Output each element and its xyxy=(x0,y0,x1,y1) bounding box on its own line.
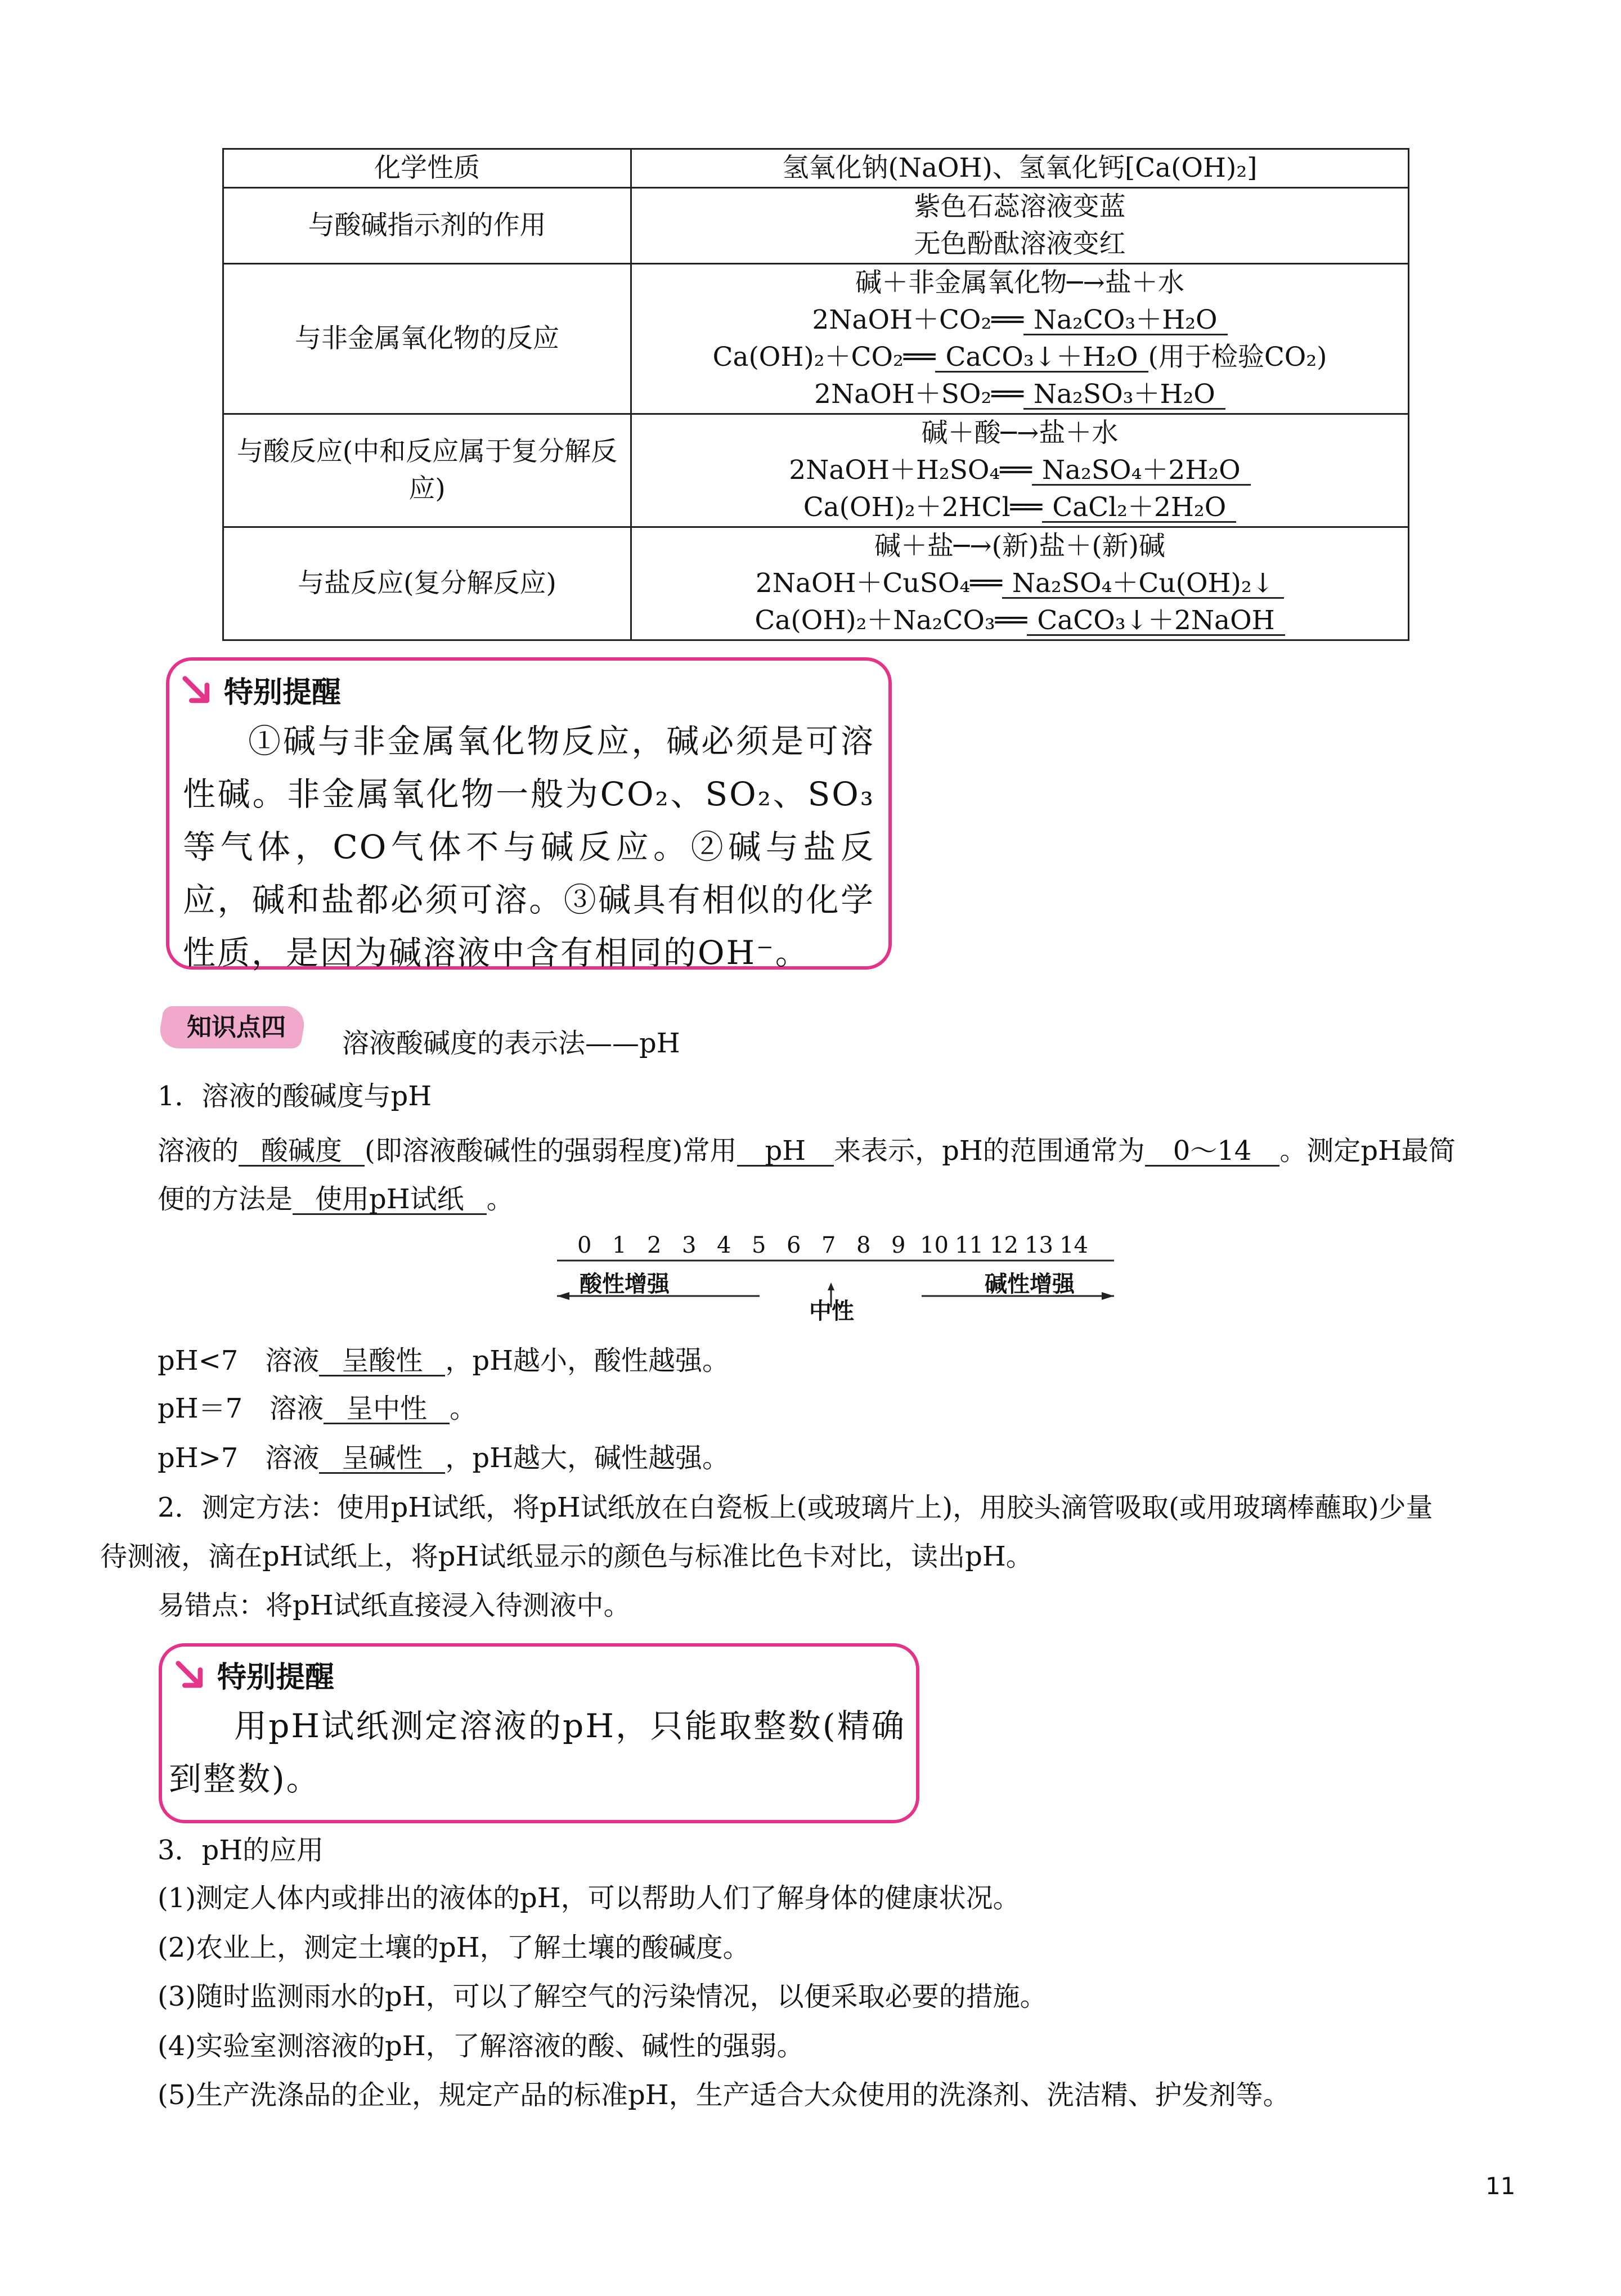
arrow-down-right-icon xyxy=(180,674,213,706)
paragraph-line xyxy=(158,1132,1456,1169)
answer-blank: CaCO₃↓＋H₂O xyxy=(935,343,1148,373)
ph-tick-label: 13 xyxy=(1025,1232,1053,1258)
text-run: 便的方法是 xyxy=(158,1183,293,1215)
ph-tick-label: 1 xyxy=(612,1232,627,1258)
text-run: (即溶液酸碱性的强弱程度)常用 xyxy=(365,1135,737,1167)
row-line: 紫色石蕊溶液变蓝 xyxy=(914,191,1126,222)
table-header-substances: 氢氧化钠(NaOH)、氢氧化钙[Ca(OH)₂] xyxy=(631,149,1409,188)
list-item: (1)测定人体内或排出的液体的pH，可以帮助人们了解身体的健康状况。 xyxy=(158,1882,1020,1914)
arrow-down-right-icon xyxy=(173,1658,206,1691)
text-run: 溶液的 xyxy=(158,1135,239,1167)
table-row xyxy=(223,264,1409,414)
row-property: 与盐反应(复分解反应) xyxy=(223,527,631,640)
row-property: 与酸反应(中和反应属于复分解反应) xyxy=(223,414,631,527)
answer-blank: 酸碱度 xyxy=(239,1137,365,1167)
list-item: (5)生产洗涤品的企业，规定产品的标准pH，生产适合大众使用的洗涤剂、洗洁精、护发剂等。 xyxy=(158,2079,1290,2111)
text-run: 。 xyxy=(486,1183,514,1215)
section-title: 溶液酸碱度的表示法——pH xyxy=(342,1028,680,1059)
base-label: 碱性增强 xyxy=(985,1271,1075,1297)
paragraph-line: 待测液，滴在pH试纸上，将pH试纸显示的颜色与标准比色卡对比，读出pH。 xyxy=(100,1541,1033,1572)
row-property: 与酸碱指示剂的作用 xyxy=(223,188,631,264)
answer-blank: Na₂SO₃＋H₂O xyxy=(1023,380,1225,410)
row-content xyxy=(631,527,1409,640)
row-content xyxy=(631,414,1409,527)
page-number: 11 xyxy=(1485,2172,1516,2200)
acid-label: 酸性增强 xyxy=(580,1271,670,1297)
ph-tick-label: 3 xyxy=(682,1232,697,1258)
paragraph-line: 易错点：将pH试纸直接浸入待测液中。 xyxy=(158,1590,631,1621)
answer-blank: Na₂SO₄＋Cu(OH)₂↓ xyxy=(1002,569,1284,599)
equation-note: (用于检验CO₂) xyxy=(1148,342,1327,373)
ph-tick-label: 6 xyxy=(787,1232,801,1258)
text-run: pH<7 溶液 xyxy=(158,1345,320,1376)
text-run: ，pH越小，酸性越强。 xyxy=(445,1345,729,1376)
answer-blank: pH xyxy=(737,1137,834,1167)
ph-tick-label: 2 xyxy=(647,1232,662,1258)
table-header-row xyxy=(223,149,1409,188)
tip-text: ①碱与非金属氧化物反应，碱必须是可溶性碱。非金属氧化物一般为CO₂、SO₂、SO₃等气体，CO气体不与碱反应。②碱与盐反应，碱和盐都必须可溶。③碱具有相似的化学性质，是因为碱溶液中含有相同的OH⁻。 xyxy=(183,722,875,972)
general-equation: 碱＋酸─→盐＋水 xyxy=(921,418,1119,449)
ph-line xyxy=(158,1390,477,1427)
answer-blank: 呈中性 xyxy=(324,1394,450,1424)
chem-properties-table xyxy=(222,148,1409,641)
list-item: (2)农业上，测定土壤的pH，了解土壤的酸碱度。 xyxy=(158,1932,750,1963)
row-content xyxy=(631,264,1409,414)
list-item: (4)实验室测溶液的pH，了解溶液的酸、碱性的强弱。 xyxy=(158,2030,804,2062)
paragraph-line: 2．测定方法：使用pH试纸，将pH试纸放在白瓷板上(或玻璃片上)，用胶头滴管吸取(或用玻璃棒蘸取)少量 xyxy=(158,1492,1433,1523)
equation-lhs: 2NaOH＋CuSO₄══ xyxy=(755,568,1002,599)
answer-blank: 使用pH试纸 xyxy=(293,1185,487,1215)
table-row xyxy=(223,188,1409,264)
answer-blank: CaCl₂＋2H₂O xyxy=(1042,494,1236,523)
tip-text: 用pH试纸测定溶液的pH，只能取整数(精确到整数)。 xyxy=(169,1707,906,1798)
tip-header xyxy=(180,669,341,711)
ph-line xyxy=(158,1342,729,1379)
ph-tick-label: 5 xyxy=(752,1232,766,1258)
equation-lhs: 2NaOH＋H₂SO₄══ xyxy=(789,455,1032,486)
tip-title: 特别提醒 xyxy=(217,1661,335,1694)
ph-line xyxy=(158,1440,729,1477)
answer-blank: CaCO₃↓＋2NaOH xyxy=(1027,607,1285,636)
ph-tick-label: 7 xyxy=(821,1232,836,1258)
answer-blank: Na₂CO₃＋H₂O xyxy=(1023,306,1228,335)
ph-tick-label: 8 xyxy=(856,1232,871,1258)
tip-title: 特别提醒 xyxy=(224,676,342,710)
table-header-property: 化学性质 xyxy=(223,149,631,188)
ph-tick-label: 0 xyxy=(577,1232,592,1258)
text-run: pH>7 溶液 xyxy=(158,1442,320,1474)
text-run: ，pH越大，碱性越强。 xyxy=(445,1442,729,1474)
neutral-label: 中性 xyxy=(809,1298,854,1324)
ph-tick-label: 12 xyxy=(990,1232,1018,1258)
text-run: 。测定pH最简 xyxy=(1279,1135,1456,1167)
paragraph-line xyxy=(158,1181,514,1218)
equation-lhs: Ca(OH)₂＋2HCl══ xyxy=(803,492,1043,523)
table-row xyxy=(223,527,1409,640)
section-badge: 知识点四 xyxy=(187,1013,286,1042)
ph-tick-label: 9 xyxy=(891,1232,906,1258)
equation-lhs: Ca(OH)₂＋Na₂CO₃══ xyxy=(755,605,1027,636)
answer-blank: 呈碱性 xyxy=(319,1444,445,1474)
text-run: 。 xyxy=(450,1393,477,1424)
text-run: 来表示，pH的范围通常为 xyxy=(834,1135,1145,1167)
tip-header xyxy=(173,1653,334,1696)
ph-tick-label: 4 xyxy=(717,1232,731,1258)
general-equation: 碱＋盐─→(新)盐＋(新)碱 xyxy=(874,531,1166,562)
ph-tick-label: 10 xyxy=(920,1232,949,1258)
ph-tick-label: 14 xyxy=(1059,1232,1088,1258)
answer-blank: 0～14 xyxy=(1145,1137,1280,1167)
table-row xyxy=(223,414,1409,527)
answer-blank: 呈酸性 xyxy=(319,1347,445,1376)
item-heading: 3．pH的应用 xyxy=(158,1835,324,1866)
item-heading: 1．溶液的酸碱度与pH xyxy=(158,1080,432,1112)
equation-lhs: 2NaOH＋SO₂══ xyxy=(814,379,1023,410)
general-equation: 碱＋非金属氧化物─→盐＋水 xyxy=(855,267,1184,298)
row-content xyxy=(631,188,1409,264)
answer-blank: Na₂SO₄＋2H₂O xyxy=(1032,456,1251,486)
row-property: 与非金属氧化物的反应 xyxy=(223,264,631,414)
list-item: (3)随时监测雨水的pH，可以了解空气的污染情况，以便采取必要的措施。 xyxy=(158,1981,1047,2012)
equation-lhs: Ca(OH)₂＋CO₂══ xyxy=(712,342,936,373)
text-run: pH＝7 溶液 xyxy=(158,1393,324,1424)
equation-lhs: 2NaOH＋CO₂══ xyxy=(812,304,1023,335)
ph-tick-label: 11 xyxy=(955,1232,984,1258)
row-line: 无色酚酞溶液变红 xyxy=(914,228,1126,259)
ph-scale xyxy=(557,1230,1120,1325)
